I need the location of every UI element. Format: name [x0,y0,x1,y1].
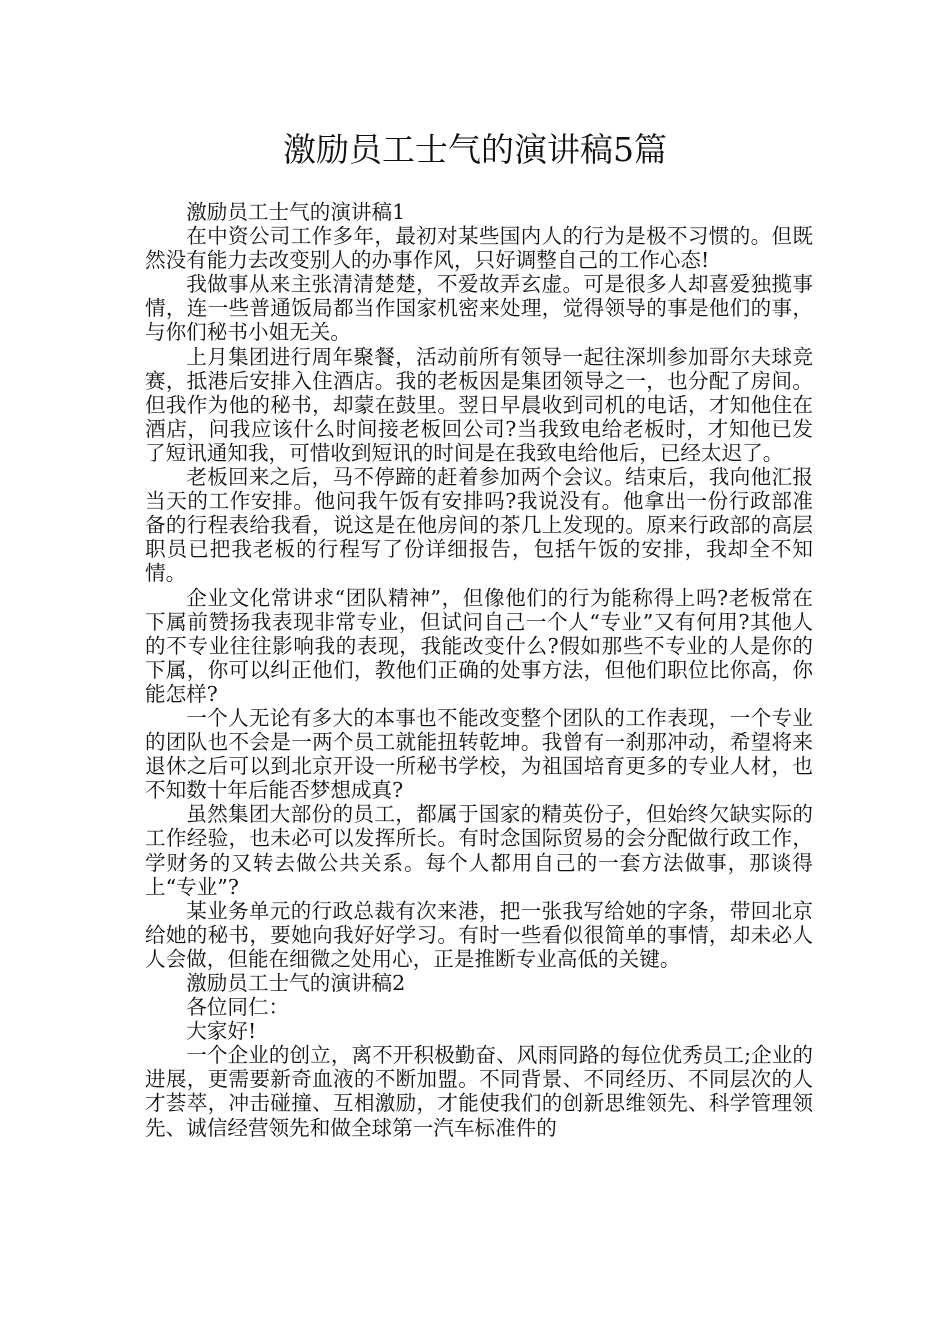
section-heading-1: 激励员工士气的演讲稿1 [186,200,406,224]
paragraph: 一个人无论有多大的本事也不能改变整个团队的工作表现，一个专业的团队也不会是一两个员工就能扭转乾坤。我曾有一刹那冲动，希望将来退休之后可以到北京开设一所秘书学校，为祖国培育更多的专业人材，也不知数十年后能否梦想成真? [145,705,813,803]
paragraph: 某业务单元的行政总裁有次来港，把一张我写给她的字条，带回北京给她的秘书，要她向我好好学习。有时一些看似很简单的事情，却未必人人会做，但能在细微之处用心，正是推断专业高低的关键。 [145,898,813,971]
section-heading-2: 激励员工士气的演讲稿2 [186,971,406,995]
document-title: 激励员工士气的演讲稿5篇 [283,130,667,169]
salutation: 各位同仁： [186,995,290,1020]
document-body [145,200,813,1140]
paragraph: 在中资公司工作多年，最初对某些国内人的行为是极不习惯的。但既然没有能力去改变别人的办事作风，只好调整自己的工作心态! [145,224,813,273]
paragraph: 老板回来之后，马不停蹄的赶着参加两个会议。结束后，我向他汇报当天的工作安排。他问我午饭有安排吗?我说没有。他拿出一份行政部准备的行程表给我看，说这是在他房间的茶几上发现的。原来行政部的高层职员已把我老板的行程写了份详细报告，包括午饭的安排，我却全不知情。 [145,465,813,586]
greeting: 大家好! [186,1019,257,1044]
paragraph: 企业文化常讲求“团队精神”，但像他们的行为能称得上吗?老板常在下属前赞扬我表现非常专业，但试问自己一个人“专业”又有何用?其他人的不专业往往影响我的表现，我能改变什么?假如那些不专业的人是你的下属，你可以纠正他们，教他们正确的处事方法，但他们职位比你高，你能怎样? [145,585,813,706]
paragraph: 一个企业的创立，离不开积极勤奋、风雨同路的每位优秀员工;企业的进展，更需要新奇血液的不断加盟。不同背景、不同经历、不同层次的人才荟萃，冲击碰撞、互相激励，才能使我们的创新思维领先、科学管理领先、诚信经营领先和做全球第一汽车标准件的 [145,1043,813,1140]
paragraph: 我做事从来主张清清楚楚，不爱故弄玄虚。可是很多人却喜爱独揽事情，连一些普通饭局都当作国家机密来处理，觉得领导的事是他们的事，与你们秘书小姐无关。 [145,272,813,345]
paragraph: 虽然集团大部份的员工，都属于国家的精英份子，但始终欠缺实际的工作经验，也未必可以发挥所长。有时念国际贸易的会分配做行政工作，学财务的又转去做公共关系。每个人都用自己的一套方法做事，那谈得上“专业”? [145,802,813,899]
paragraph: 上月集团进行周年聚餐，活动前所有领导一起往深圳参加哥尔夫球竞赛，抵港后安排入住酒店。我的老板因是集团领导之一，也分配了房间。但我作为他的秘书，却蒙在鼓里。翌日早晨收到司机的电话，才知他住在酒店，问我应该什么时间接老板回公司?当我致电给老板时，才知他已发了短讯通知我，可惜收到短讯的时间是在我致电给他后，已经太迟了。 [145,344,813,465]
